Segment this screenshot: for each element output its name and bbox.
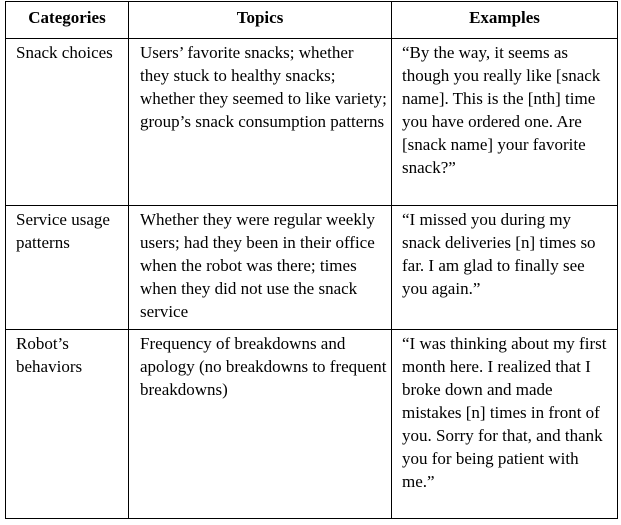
header-row	[6, 2, 618, 39]
example-text: “I was thinking about my first month here. I realized that I broke down and made mistakes [n] times in front of you. Sorry for that, and thank you for being patient with me.”	[402, 334, 607, 491]
header-topics: Topics	[129, 2, 392, 39]
category-cell	[6, 206, 129, 330]
table-row	[6, 206, 618, 330]
topics-text: Users’ favorite snacks; whether they stuck to healthy snacks; whether they seemed to like variety; group’s snack consumption patterns	[140, 43, 387, 131]
categories-table	[5, 1, 618, 519]
table-row	[6, 330, 618, 519]
topics-text: Whether they were regular weekly users; had they been in their office when the robot was there; times when they did not use the snack service	[140, 210, 376, 321]
topics-cell	[129, 39, 392, 206]
topics-cell	[129, 330, 392, 519]
header-categories: Categories	[6, 2, 129, 39]
category-cell	[6, 39, 129, 206]
category-text: Robot’s behaviors	[16, 334, 83, 376]
example-cell	[392, 206, 618, 330]
category-cell	[6, 330, 129, 519]
table-row	[6, 39, 618, 206]
category-text: Service usage patterns	[16, 210, 110, 252]
example-text: “By the way, it seems as though you really like [snack name]. This is the [nth] time you have ordered one. Are [snack name] your favorite snack?”	[402, 43, 601, 177]
topics-text: Frequency of breakdowns and apology (no breakdowns to frequent breakdowns)	[140, 334, 387, 399]
example-cell	[392, 39, 618, 206]
example-text: “I missed you during my snack deliveries [n] times so far. I am glad to finally see you again.”	[402, 210, 596, 298]
example-cell	[392, 330, 618, 519]
category-text: Snack choices	[16, 43, 113, 62]
header-examples: Examples	[392, 2, 618, 39]
topics-cell	[129, 206, 392, 330]
